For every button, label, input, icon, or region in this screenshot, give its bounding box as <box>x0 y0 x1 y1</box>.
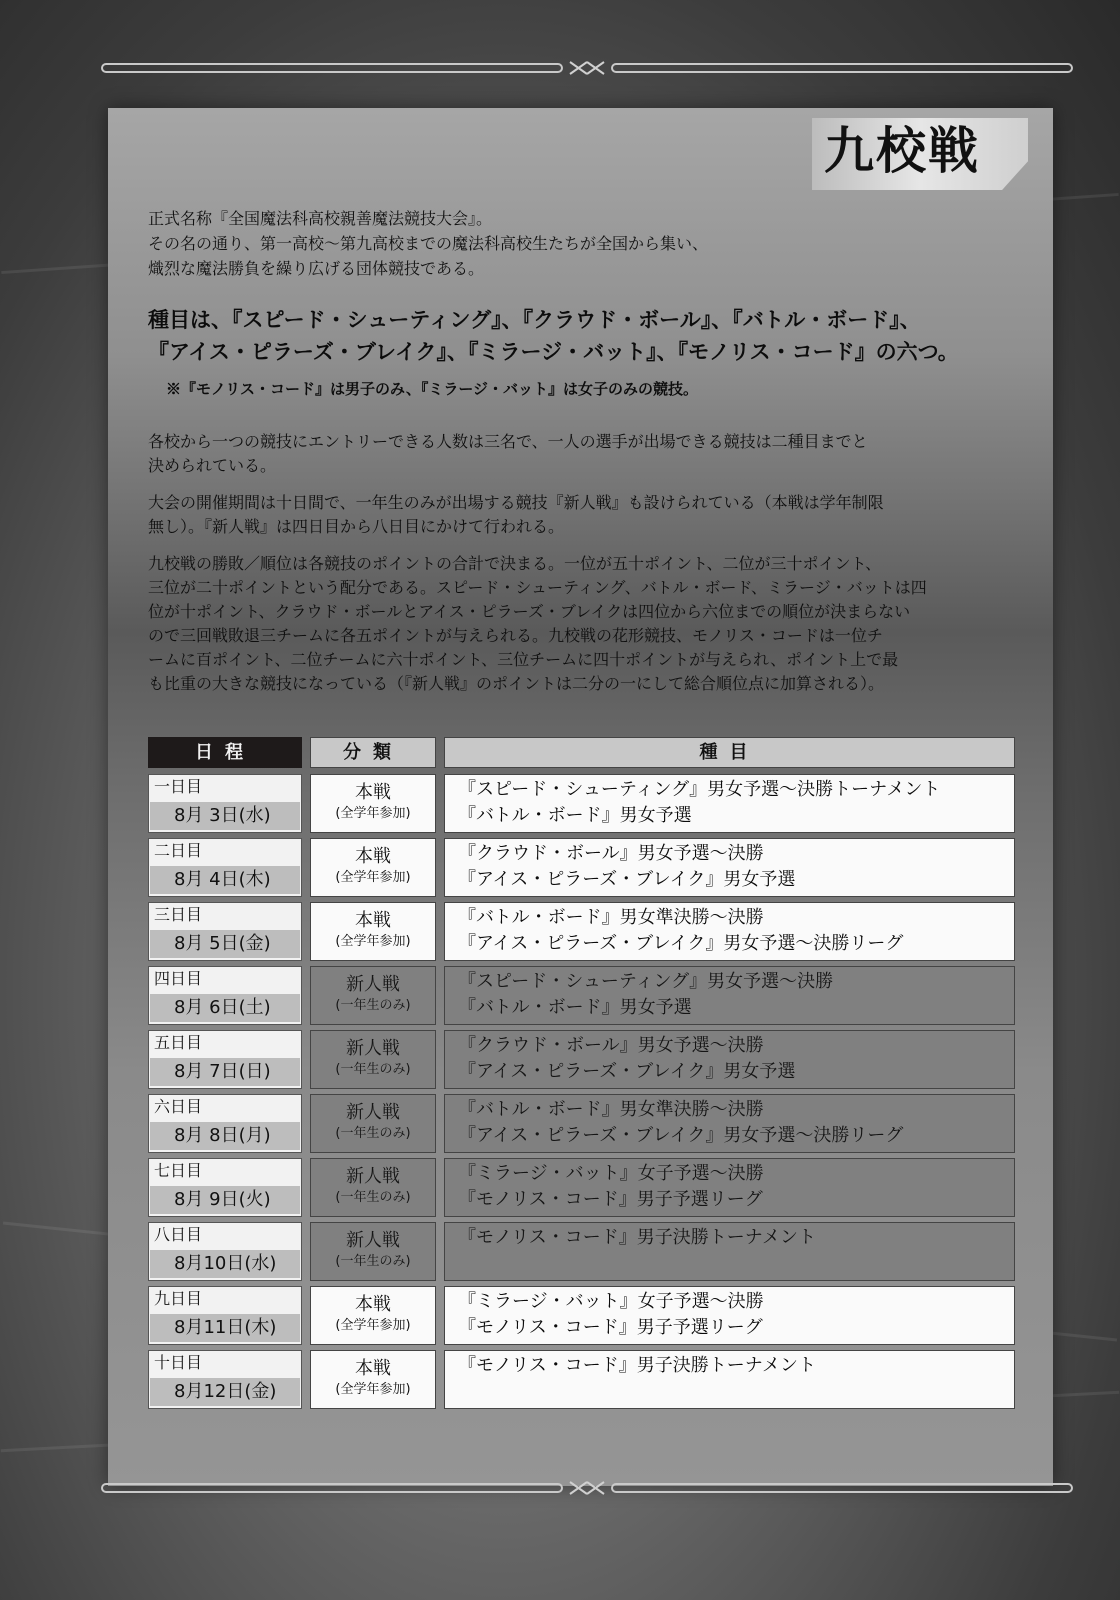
table-header-schedule: 日程 <box>148 737 302 768</box>
table-row <box>148 1094 1015 1153</box>
category-sub-label: (一年生のみ) <box>335 1062 411 1077</box>
para-line: 位が十ポイント、クラウド・ボールとアイス・ピラーズ・ブレイクは四位から六位までの順位が決まらない <box>148 602 911 621</box>
category-sub-label: (全学年参加) <box>335 806 411 821</box>
event-line: 『クラウド・ボール』男女予選〜決勝 <box>458 843 764 864</box>
para-line: も比重の大きな競技になっている（『新人戦』のポイントは二分の一にして総合順位点に加算される）。 <box>148 674 885 693</box>
category-label: 新人戦 <box>346 1102 400 1123</box>
date-label: 8月 5日(金) <box>150 930 300 958</box>
events-cell <box>444 838 1015 897</box>
schedule-paragraph <box>148 491 1018 539</box>
date-label: 8月11日(木) <box>150 1314 300 1342</box>
category-label: 新人戦 <box>346 1038 400 1059</box>
event-line: 『モノリス・コード』男子予選リーグ <box>458 1317 763 1338</box>
date-cell <box>148 1286 302 1345</box>
date-cell <box>148 1030 302 1089</box>
category-cell <box>310 774 436 833</box>
events-heading <box>148 304 1028 368</box>
day-label: 九日目 <box>154 1289 203 1308</box>
events-cell <box>444 1222 1015 1281</box>
date-label: 8月 4日(木) <box>150 866 300 894</box>
events-heading-line: 『アイス・ピラーズ・ブレイク』、『ミラージ・バット』、『モノリス・コード』の六つ。 <box>148 339 959 364</box>
day-label: 五日目 <box>154 1033 203 1052</box>
date-label: 8月 3日(水) <box>150 802 300 830</box>
category-sub-label: (一年生のみ) <box>335 1254 411 1269</box>
category-label: 本戦 <box>355 1358 391 1379</box>
day-label: 七日目 <box>154 1161 203 1180</box>
table-header-category: 分類 <box>310 737 436 768</box>
category-sub-label: (一年生のみ) <box>335 1190 411 1205</box>
date-label: 8月 7日(日) <box>150 1058 300 1086</box>
category-label: 本戦 <box>355 1294 391 1315</box>
intro-line: 正式名称『全国魔法科高校親善魔法競技大会』。 <box>148 209 493 228</box>
points-paragraph <box>148 552 1018 696</box>
date-cell <box>148 1350 302 1409</box>
category-label: 本戦 <box>355 846 391 867</box>
event-line: 『モノリス・コード』男子決勝トーナメント <box>458 1355 817 1376</box>
event-line: 『アイス・ピラーズ・ブレイク』男女予選〜決勝リーグ <box>458 1125 904 1146</box>
para-line: 無し）。『新人戦』は四日目から八日目にかけて行われる。 <box>148 517 565 536</box>
para-line: 九校戦の勝敗／順位は各競技のポイントの合計で決まる。一位が五十ポイント、二位が三十ポイント、 <box>148 554 882 573</box>
events-cell <box>444 1286 1015 1345</box>
day-label: 八日目 <box>154 1225 203 1244</box>
para-line: ームに百ポイント、二位チームに六十ポイント、三位チームに四十ポイントが与えられ、ポイント上で最 <box>148 650 899 669</box>
event-line: 『モノリス・コード』男子予選リーグ <box>458 1189 763 1210</box>
date-cell <box>148 1158 302 1217</box>
day-label: 十日目 <box>154 1353 203 1372</box>
category-sub-label: (一年生のみ) <box>335 998 411 1013</box>
intro-text <box>148 206 1008 281</box>
category-sub-label: (一年生のみ) <box>335 1126 411 1141</box>
category-label: 新人戦 <box>346 1166 400 1187</box>
date-cell <box>148 774 302 833</box>
date-cell <box>148 966 302 1025</box>
events-cell <box>444 1094 1015 1153</box>
table-row <box>148 1158 1015 1217</box>
category-sub-label: (全学年参加) <box>335 934 411 949</box>
events-heading-line: 種目は、『スピード・シューティング』、『クラウド・ボール』、『バトル・ボード』、 <box>148 307 921 332</box>
category-cell <box>310 902 436 961</box>
category-cell <box>310 966 436 1025</box>
day-label: 一日目 <box>154 777 203 796</box>
category-label: 本戦 <box>355 910 391 931</box>
event-line: 『アイス・ピラーズ・ブレイク』男女予選〜決勝リーグ <box>458 933 904 954</box>
event-line: 『アイス・ピラーズ・ブレイク』男女予選 <box>458 869 796 890</box>
category-sub-label: (全学年参加) <box>335 1318 411 1333</box>
table-row <box>148 838 1015 897</box>
date-label: 8月10日(水) <box>150 1250 300 1278</box>
event-line: 『ミラージ・バット』女子予選〜決勝 <box>458 1291 764 1312</box>
day-label: 四日目 <box>154 969 203 988</box>
date-label: 8月 9日(火) <box>150 1186 300 1214</box>
event-line: 『スピード・シューティング』男女予選〜決勝 <box>458 971 834 992</box>
category-label: 新人戦 <box>346 974 400 995</box>
table-row <box>148 1286 1015 1345</box>
event-line: 『ミラージ・バット』女子予選〜決勝 <box>458 1163 764 1184</box>
category-cell <box>310 1030 436 1089</box>
category-cell <box>310 1158 436 1217</box>
top-ornament-border <box>100 60 1074 76</box>
event-line: 『バトル・ボード』男女準決勝〜決勝 <box>458 907 764 928</box>
event-line: 『モノリス・コード』男子決勝トーナメント <box>458 1227 817 1248</box>
para-line: ので三回戦敗退三チームに各五ポイントが与えられる。九校戦の花形競技、モノリス・コードは一位チ <box>148 626 883 645</box>
date-cell <box>148 902 302 961</box>
events-cell <box>444 966 1015 1025</box>
event-line: 『アイス・ピラーズ・ブレイク』男女予選 <box>458 1061 796 1082</box>
event-line: 『バトル・ボード』男女予選 <box>458 805 692 826</box>
event-line: 『バトル・ボード』男女予選 <box>458 997 692 1018</box>
category-label: 本戦 <box>355 782 391 803</box>
date-label: 8月 8日(月) <box>150 1122 300 1150</box>
para-line: 三位が二十ポイントという配分である。スピード・シューティング、バトル・ボード、ミラージ・バットは四 <box>148 578 927 597</box>
event-line: 『クラウド・ボール』男女予選〜決勝 <box>458 1035 764 1056</box>
event-line: 『バトル・ボード』男女準決勝〜決勝 <box>458 1099 764 1120</box>
events-cell <box>444 902 1015 961</box>
para-line: 決められている。 <box>148 456 277 475</box>
events-note: ※『モノリス・コード』は男子のみ、『ミラージ・バット』は女子のみの競技。 <box>166 380 699 398</box>
category-sub-label: (全学年参加) <box>335 1382 411 1397</box>
table-row <box>148 1030 1015 1089</box>
category-cell <box>310 1222 436 1281</box>
table-row <box>148 902 1015 961</box>
intro-line: その名の通り、第一高校〜第九高校までの魔法科高校生たちが全国から集い、 <box>148 234 709 253</box>
category-label: 新人戦 <box>346 1230 400 1251</box>
table-row <box>148 1222 1015 1281</box>
date-label: 8月12日(金) <box>150 1378 300 1406</box>
day-label: 二日目 <box>154 841 203 860</box>
table-row <box>148 966 1015 1025</box>
day-label: 六日目 <box>154 1097 203 1116</box>
category-cell <box>310 1094 436 1153</box>
category-sub-label: (全学年参加) <box>335 870 411 885</box>
table-row <box>148 774 1015 833</box>
category-cell <box>310 1350 436 1409</box>
category-cell <box>310 1286 436 1345</box>
day-label: 三日目 <box>154 905 203 924</box>
date-cell <box>148 1222 302 1281</box>
events-cell <box>444 1350 1015 1409</box>
entry-rule-paragraph <box>148 430 1018 478</box>
page-title: 九校戦 <box>824 121 980 180</box>
para-line: 大会の開催期間は十日間で、一年生のみが出場する競技『新人戦』も設けられている（本戦は学年制限 <box>148 493 884 512</box>
table-header-events: 種目 <box>444 737 1015 768</box>
bottom-ornament-border <box>100 1480 1074 1496</box>
date-cell <box>148 1094 302 1153</box>
events-cell <box>444 774 1015 833</box>
table-row <box>148 1350 1015 1409</box>
events-cell <box>444 1030 1015 1089</box>
date-cell <box>148 838 302 897</box>
category-cell <box>310 838 436 897</box>
para-line: 各校から一つの競技にエントリーできる人数は三名で、一人の選手が出場できる競技は二種目までと <box>148 432 868 451</box>
events-cell <box>444 1158 1015 1217</box>
event-line: 『スピード・シューティング』男女予選〜決勝トーナメント <box>458 779 941 800</box>
intro-line: 熾烈な魔法勝負を繰り広げる団体競技である。 <box>148 259 485 278</box>
date-label: 8月 6日(土) <box>150 994 300 1022</box>
